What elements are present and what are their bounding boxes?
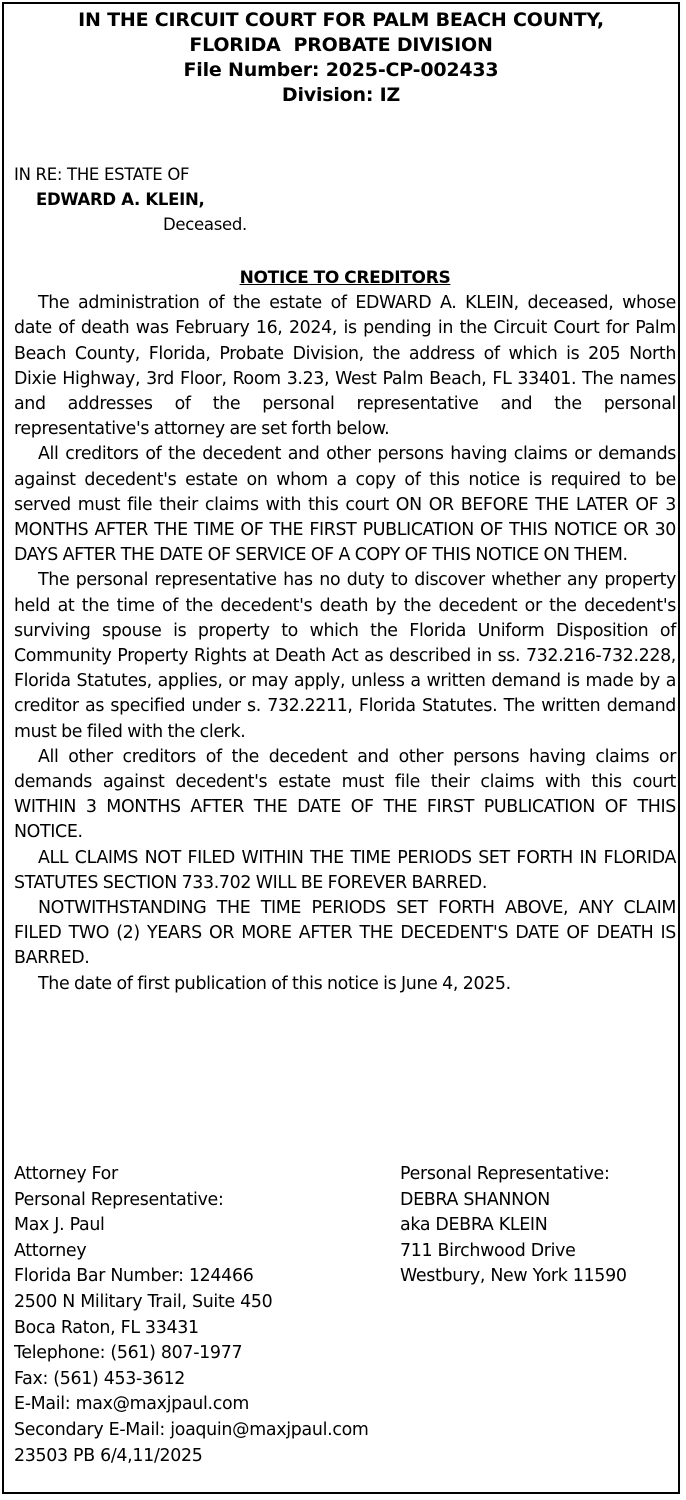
notice-body [14,266,676,997]
case-caption [14,162,247,237]
attorney-address-line2: Boca Raton, FL 33431 [14,1317,199,1338]
attorney-block [14,1162,369,1469]
paragraph-other-creditors: All other creditors of the decedent and other persons having claims or demands against decedent's estate must file their claims with this court WITHIN 3 MONTHS AFTER THE DATE OF THE FIRST PUBLICATION OF THIS NOTICE. [14,746,676,843]
attorney-address-line1: 2500 N Military Trail, Suite 450 [14,1291,273,1312]
paragraph-two-years: NOTWITHSTANDING THE TIME PERIODS SET FORTH ABOVE, ANY CLAIM FILED TWO (2) YEARS OR MORE AFTER THE DECEDENT'S DATE OF DEATH IS BARRED. [14,898,676,969]
attorney-name: Max J. Paul [14,1215,105,1236]
paragraph-creditors-served: All creditors of the decedent and other persons having claims or demands against decedent's estate on whom a copy of this notice is required to be served must file their claims with this court ON OR BEFORE THE LATER OF 3 MONTHS AFTER THE TIME OF THE FIRST PUBLICATION OF THIS NOTICE OR 30 DAYS AFTER THE DATE OF SERVICE OF A COPY OF THIS NOTICE ON THEM. [14,444,676,566]
court-division-line: FLORIDA PROBATE DIVISION [189,34,493,56]
paragraph-community-property: The personal representative has no duty to discover whether any property held at the time of the decedent's death by the decedent or the decedent's surviving spouse is property to which the Florida Uniform Disposition of Community Property Rights at Death Act as described in ss. 732.216-732.228, Florida Statutes, applies, or may apply, unless a written demand is made by a creditor as specified under s. 732.2211, Florida Statutes. The written demand must be filed with the clerk. [14,570,676,742]
division-code: Division: IZ [281,84,401,106]
attorney-for-label: Personal Representative: [14,1189,224,1210]
file-number: File Number: 2025-CP-002433 [183,59,499,81]
legal-notice [2,2,680,1494]
attorney-email: E-Mail: max@maxjpaul.com [14,1394,249,1415]
paragraph-administration: The administration of the estate of EDWARD A. KLEIN, deceased, whose date of death was February 16, 2024, is pending in the Circuit Court for Palm Beach County, Florida, Probate Division, the address of which is 205 North Dixie Highway, 3rd Floor, Room 3.23, West Palm Beach, FL 33401. The names and addresses of the personal representative and the personal representative's attorney are set forth below. [14,293,676,440]
attorney-role: Attorney [14,1240,87,1261]
paragraph-claims-barred: ALL CLAIMS NOT FILED WITHIN THE TIME PERIODS SET FORTH IN FLORIDA STATUTES SECTION 733.702 WILL BE FOREVER BARRED. [14,847,676,893]
representative-address-line1: 711 Birchwood Drive [400,1240,576,1261]
publication-reference: 23503 PB 6/4,11/2025 [14,1445,203,1466]
court-name-line: IN THE CIRCUIT COURT FOR PALM BEACH COUNTY, [78,9,604,31]
representative-aka: aka DEBRA KLEIN [400,1215,548,1236]
in-re-line: IN RE: THE ESTATE OF [14,165,190,184]
paragraph-publication-date: The date of first publication of this notice is June 4, 2025. [38,973,511,994]
representative-name: DEBRA SHANNON [400,1189,550,1210]
court-header [4,8,678,108]
attorney-fax: Fax: (561) 453-3612 [14,1368,186,1389]
attorney-telephone: Telephone: (561) 807-1977 [14,1343,243,1364]
deceased-label: Deceased. [163,215,247,234]
attorney-label: Attorney For [14,1164,118,1184]
attorney-secondary-email: Secondary E-Mail: joaquin@maxjpaul.com [14,1419,369,1440]
representative-address-line2: Westbury, New York 11590 [400,1266,627,1287]
decedent-name: EDWARD A. KLEIN, [36,190,205,209]
bar-number: Florida Bar Number: 124466 [14,1266,254,1287]
representative-label: Personal Representative: [400,1164,610,1184]
representative-block [400,1162,627,1290]
notice-title: NOTICE TO CREDITORS [239,268,451,288]
